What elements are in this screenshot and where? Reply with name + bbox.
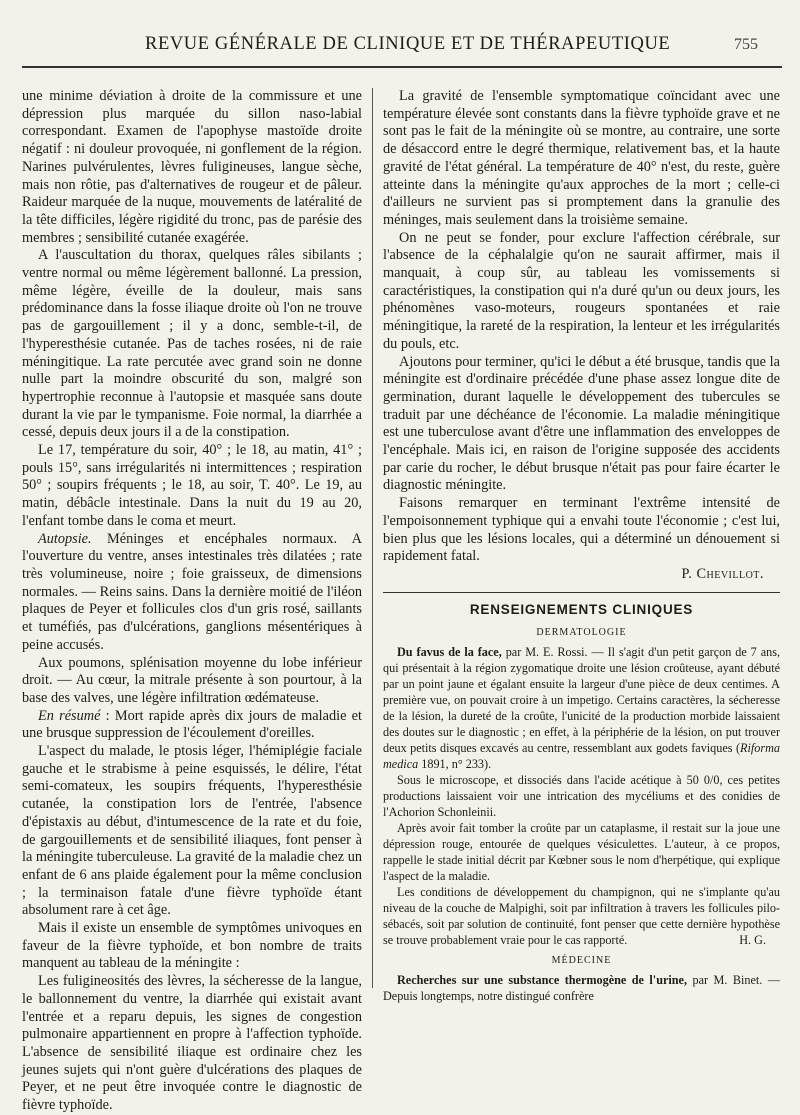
article-text: — Il s'agit d'un petit garçon de 7 ans, qui présentait à la région zygomatique droite une lésion croûteuse, ayant débuté par un point jaune et égalant ensuite la largeur d'une pièce de deux centimes. A première vue, on pouvait croire à un impetigo. Certains caractères, la sécheresse de la lésion, la dureté de la croûte, l'unicité de la production morbide laissaient des doutes sur le diagnostic ; en effet, à la périphérie de la lésion, on put trouver deux petits disques excavés au centre, ressemblant aux godets faviques ( (383, 645, 780, 756)
article-paragraph (383, 972, 780, 1004)
article-reference-tail: 1891, n° 233). (418, 757, 492, 772)
signature-text: P. Chevillot. (681, 565, 764, 582)
autopsy-label: Autopsie. (38, 530, 92, 547)
page-number: 755 (734, 36, 758, 53)
article-paragraph: Sous le microscope, et dissociés dans l'acide acétique à 50 0/0, ces petites productions laissaient voir une intrication des mycéliums et des conidies de l'Achorion Schonleinii. (383, 773, 780, 820)
article-text: — Depuis longtemps, notre distingué confrère (383, 972, 781, 1003)
section-title: RENSEIGNEMENTS CLINIQUES (469, 601, 694, 617)
article-reference: Riforma medica (383, 741, 780, 772)
article-favus (383, 644, 780, 948)
subsection-medicine: MÉDECINE (551, 955, 612, 967)
running-title: REVUE GÉNÉRALE DE CLINIQUE ET DE THÉRAPEUTIQUE (145, 34, 671, 54)
article-author: par M. Binet. (687, 972, 763, 987)
article-paragraph (383, 644, 780, 772)
paragraph: Ajoutons pour terminer, qu'ici le début a été brusque, tandis que la méningite est d'ordinaire précédée d'une phase assez longue dite de germination, durant laquelle le développement des tubercules se traduit par une déchéance de l'économie. La maladie méningitique est une tuberculose avant d'être une inflammation des enveloppes de l'encéphale. Mais ici, en raison de l'origine supposée des accidents par carie du rocher, le début brusque n'était pas pour faire écarter le diagnostic méningite. (383, 353, 780, 494)
paragraph (22, 531, 362, 655)
paragraph: Faisons remarquer en terminant l'extrême intensité de l'empoisonnement typhique qui a envahi toute l'économie ; c'est lui, bien plus que les lésions locales, qui a déterminé un dénouement si rapidement fatal. (383, 495, 780, 565)
summary-label: En résumé (38, 707, 101, 724)
article-paragraph: Après avoir fait tomber la croûte par un cataplasme, il restait sur la joue une dépression rouge, entourée de quelques vésiculettes. L'auteur, à ce propos, rappelle le stade initial décrit par Kœbner sous le nom d'herpétique, qui explique l'aspect de la maladie. (383, 821, 780, 884)
paragraph: La gravité de l'ensemble symptomatique coïncidant avec une température élevée sont constants dans la fièvre typhoïde grave et ne sont pas le fait de la méningite où se montre, au contraire, une sorte de désaccord entre le degré thermique, relativement bas, et la haute gravité de l'état général. La température de 40° n'est, du reste, guère atteinte dans la méningite qu'aux approches de la mort ; celle-ci d'ailleurs ne survient pas si promptement dans la granulie des méninges, mais seulement dans la troisième semaine. (383, 88, 780, 228)
article-signature: H. G. (739, 933, 766, 948)
paragraph: Le 17, température du soir, 40° ; le 18, au matin, 41° ; pouls 15°, sans irrégularités ni intermittences ; respiration 50° ; soupirs fréquents ; le 18, au soir, T. 40°. Le 19, au matin, débâcle intestinale. Dans la nuit du 19 au 20, l'enfant tombe dans le coma et meurt. (22, 442, 362, 529)
article-text: Les conditions de développement du champignon, qui ne s'implante qu'au niveau de la couche de Malpighi, soit par infiltration à travers les follicules pilo-sébacés, soit par solution de continuité, font penser que cette dernière hypothèse se trouve probablement vraie pour le cas rapporté. (383, 885, 780, 948)
paragraph: A l'auscultation du thorax, quelques râles sibilants ; ventre normal ou même légèrement ballonné. La pression, même légère, éveille de la douleur, mais sans prédominance dans la fosse iliaque droite où l'on ne trouve pas de gargouillement ; il y a donc, semble-t-il, de l'hyperesthésie cutanée. Pas de taches rosées, ni de raie méningitique. La rate percutée avec grand soin ne donne nulle part la moindre obscurité du son, malgré son hypertrophie reconnue à l'autopsie et masquée sans doute durant la vie par le tympanisme. Foie normal, la diarrhée a cessé, depuis deux jours il a de la constipation. (22, 247, 362, 441)
left-column (22, 88, 362, 1114)
subsection-dermatology: DERMATOLOGIE (536, 627, 627, 639)
header-rule (22, 66, 782, 68)
running-header (0, 30, 800, 60)
column-divider (372, 88, 373, 988)
paragraph: Aux poumons, splénisation moyenne du lobe inférieur droit. — Au cœur, la mitrale présente à son pourtour, à la base des valves, une légère infiltration œdémateuse. (22, 654, 362, 706)
paragraph: une minime déviation à droite de la commissure et une dépression plus marquée du sillon naso-labial correspondant. Examen de l'apophyse mastoïde droite négatif : ni douleur provoquée, ni gonflement de la région. Narines pulvérulentes, lèvres fuligineuses, langue sèche, mais non rôtie, pas d'alternatives de rougeur et de pâleur. Raideur marquée de la nuque, mouvements de latéralité de la tête difficiles, légère rigidité du tronc, pas de parésie des membres ; sensibilité cutanée exagérée. (22, 88, 362, 246)
paragraph: Mais il existe un ensemble de symptômes univoques en faveur de la fièvre typhoïde, et bon nombre de traits manquent au tableau de la méningite : (22, 920, 362, 972)
right-column (383, 88, 780, 1018)
article-paragraph (383, 884, 780, 948)
paragraph: Les fuligineosités des lèvres, la sécheresse de la langue, le ballonnement du ventre, la diarrhée qui existait avant l'entrée et a reparu depuis, les signes de congestion pulmonaire appartiennent en propre à l'affection typhoïde. L'absence de sensibilité iliaque est ordinaire chez les jeunes sujets qui n'ont guère d'ulcérations des plaques de Peyer, et ne peut être invoquée contre le diagnostic de fièvre typhoïde. (22, 973, 362, 1114)
article-title: Recherches sur une substance thermogène de l'urine, (397, 972, 688, 987)
article-binet (383, 972, 780, 1004)
paragraph: L'aspect du malade, le ptosis léger, l'hémiplégie faciale gauche et le strabisme à peine esquissés, le délire, l'état semi-comateux, les soupirs fréquents, l'hyperesthésie cutanée, la constipation lors de l'entrée, l'absence d'épistaxis au début, d'intumescence de la rate et du foie, de gargouillements et de sensibilité iliaques, font penser à la méningite tuberculeuse. La gravité de la maladie chez un enfant de 6 ans plaide également pour la même conclusion ; la terminaison fatale d'une fièvre typhoïde étant absolument rare à cet âge. (22, 743, 362, 919)
author-signature (383, 566, 780, 584)
paragraph-text: : Mort rapide après dix jours de maladie et une brusque suppression de l'écoulement d'oreilles. (22, 707, 362, 742)
article-author: par M. E. Rossi. (501, 645, 588, 660)
article-title: Du favus de la face, (397, 645, 502, 660)
section-rule (383, 592, 780, 593)
paragraph-text: Méninges et encéphales normaux. A l'ouverture du ventre, anses intestinales très dilatées ; rate très volumineuse, noire ; foie graisseux, de dimensions normales. — Reins sains. Dans la dernière moitié de l'iléon plaques de Peyer et follicules clos d'un gris rosé, saillants et tuméfiés, pas d'ulcérations, ganglions mésentériques à peine accusés. (22, 530, 362, 653)
paragraph (22, 708, 362, 743)
paragraph: On ne peut se fonder, pour exclure l'affection cérébrale, sur l'absence de la céphalalgie qu'on ne saurait affirmer, mais il manquait, à coup sûr, au tableau les vomissements si caractéristiques, la constipation qui n'a duré qu'un ou deux jours, les phénomènes vaso-moteurs, rougeurs spontanées et raie méningitique, la rareté de la respiration, la lenteur et les irrégularités du pouls, etc. (383, 229, 780, 352)
